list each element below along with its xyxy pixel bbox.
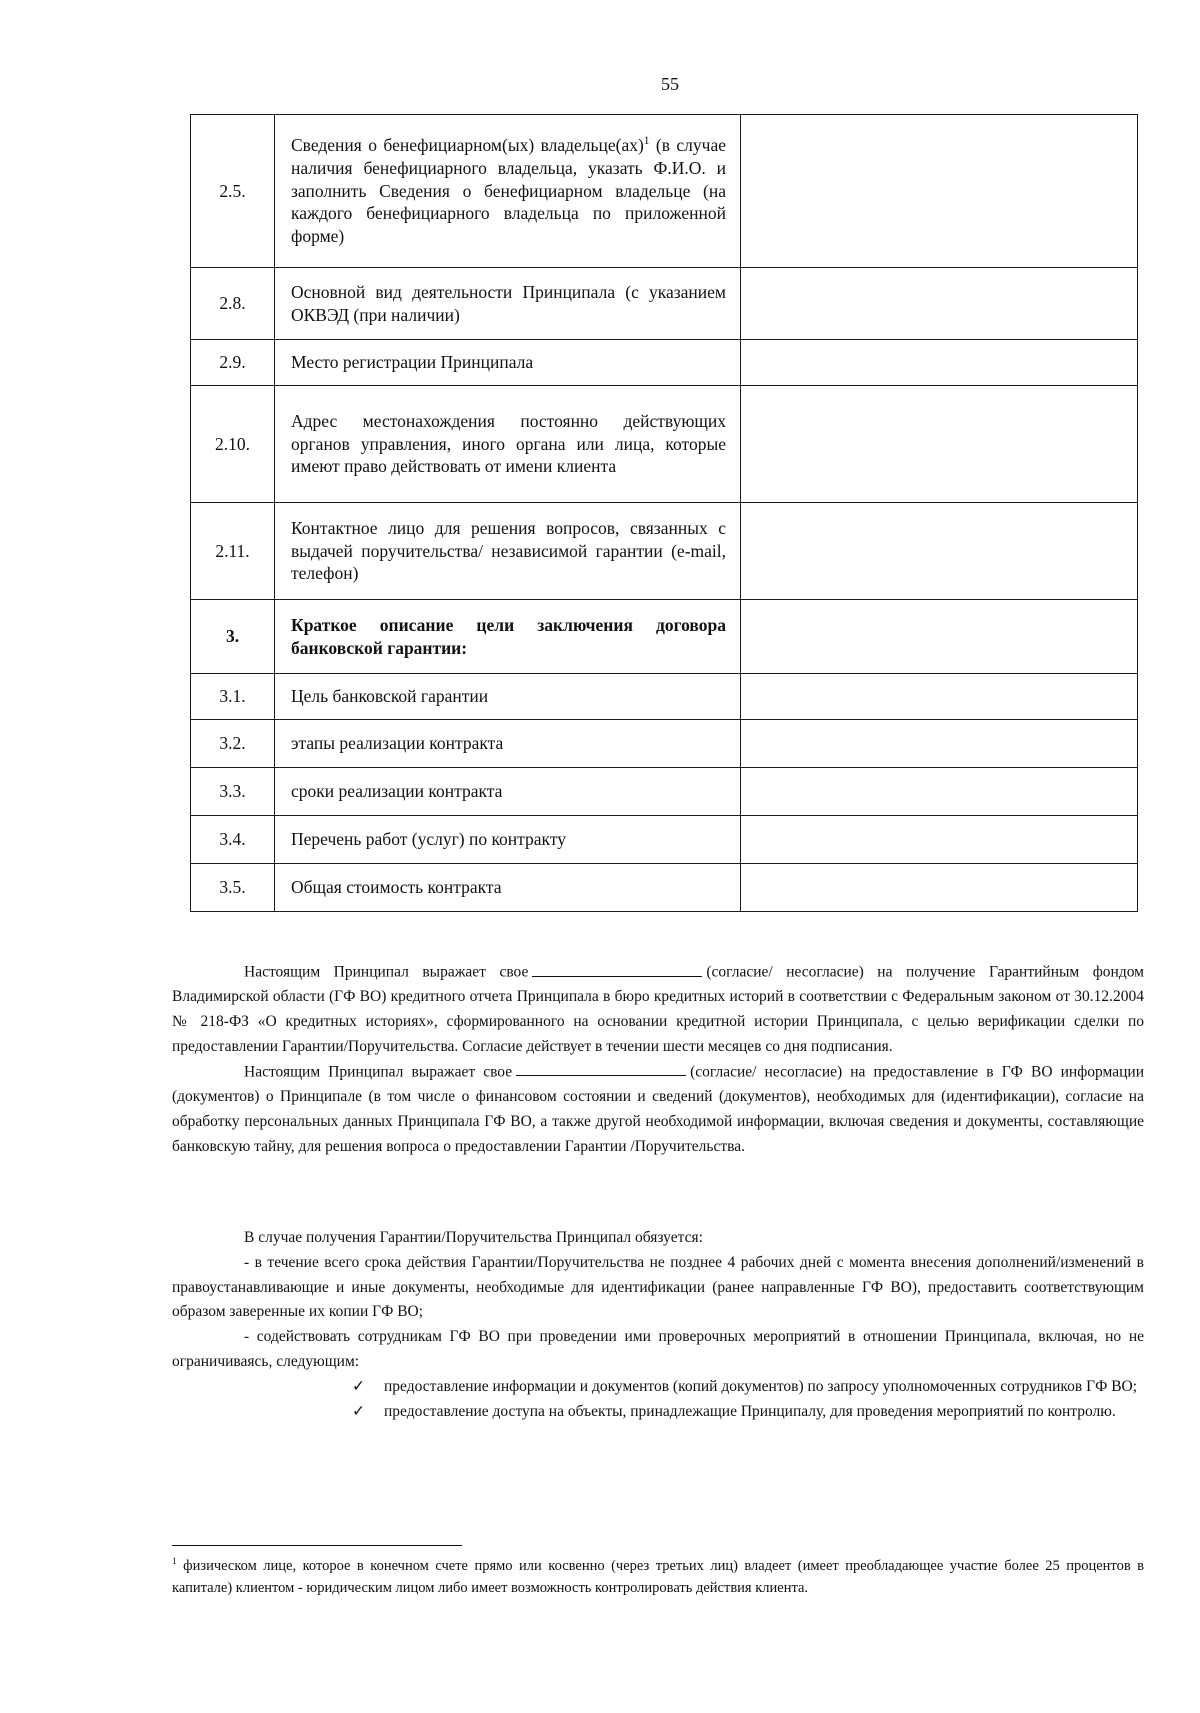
row-description: Основной вид деятельности Принципала (с указанием ОКВЭД (при наличии) [275, 268, 741, 340]
row-number: 3.5. [191, 864, 275, 912]
value-cell[interactable] [741, 503, 1138, 600]
consent-credit-report: Настоящим Принципал выражает свое (согласие/ несогласие) на получение Гарантийным фондом Владимирской области (ГФ ВО) кредитного отчета Принципала в бюро кредитных историй в соответствии с Федеральным законом от 30.12.2004 № 218-ФЗ «О кредитных историях», сформированного на основании кредитной истории Принципала, с целью верификации сделки по предоставлении Гарантии/Поручительства. Согласие действует в течении шести месяцев со дня подписания. [172, 960, 1144, 1060]
row-number: 2.8. [191, 268, 275, 340]
table-row [191, 503, 1138, 600]
value-cell[interactable] [741, 386, 1138, 503]
consent-information: Настоящим Принципал выражает свое (согласие/ несогласие) на предоставление в ГФ ВО информации (документов) о Принципале (в том числе о финансовом состоянии и сведений (документов), необходимых для (идентификации), согласие на обработку персональных данных Принципала ГФ ВО, а также другой необходимой информации, включая сведения и документы, составляющие банковскую тайну, для решения вопроса о предоставлении Гарантии /Поручительства. [172, 1060, 1144, 1160]
checkmark-icon: ✓ [352, 1402, 365, 1420]
value-cell[interactable] [741, 674, 1138, 720]
row-number: 3. [191, 600, 275, 674]
footnote [172, 1555, 1144, 1600]
value-cell[interactable] [741, 816, 1138, 864]
row-description: Место регистрации Принципала [275, 340, 741, 386]
row-description: Цель банковской гарантии [275, 674, 741, 720]
page-number: 55 [661, 74, 679, 94]
row-description: Общая стоимость контракта [275, 864, 741, 912]
obligation-item: - содействовать сотрудникам ГФ ВО при проведении ими проверочных мероприятий в отношении Принципала, включая, но не ограничиваясь, следующим: [172, 1328, 1144, 1370]
value-cell[interactable] [741, 115, 1138, 268]
row-number: 3.1. [191, 674, 275, 720]
table-row [191, 600, 1138, 674]
footnote-divider [172, 1545, 462, 1546]
footnote-text: физическом лице, которое в конечном счете прямо или косвенно (через третьих лиц) владеет (имеет преобладающее участие более 25 процентов в капитале) клиентом - юридическим лицом либо имеет возможность контролировать действия клиента. [172, 1558, 1144, 1597]
row-number: 2.9. [191, 340, 275, 386]
table-row [191, 720, 1138, 768]
footnote-mark: 1 [172, 1557, 177, 1568]
row-number: 2.5. [191, 115, 275, 268]
row-number: 3.4. [191, 816, 275, 864]
check-item: ✓ предоставление информации и документов (копий документов) по запросу уполномоченных сотрудников ГФ ВО; [172, 1375, 1144, 1400]
row-number: 2.10. [191, 386, 275, 503]
value-cell[interactable] [741, 720, 1138, 768]
checkmark-icon: ✓ [352, 1377, 365, 1395]
row-description: Контактное лицо для решения вопросов, связанных с выдачей поручительства/ независимой гарантии (e-mail, телефон) [275, 503, 741, 600]
consent-blank-field[interactable] [516, 1060, 686, 1077]
consent-blank-field[interactable] [532, 960, 702, 977]
value-cell[interactable] [741, 340, 1138, 386]
obligation-item: - в течение всего срока действия Гарантии/Поручительства не позднее 4 рабочих дней с момента внесения дополнений/изменений в правоустанавливающие и иные документы, необходимые для идентификации (ранее направленные ГФ ВО), предоставить соответствующим образом заверенные их копии ГФ ВО; [172, 1253, 1144, 1321]
obligations-intro: В случае получения Гарантии/Поручительства Принципал обязуется: [244, 1229, 703, 1246]
table-row [191, 816, 1138, 864]
value-cell[interactable] [741, 600, 1138, 674]
obligations-section [172, 1226, 1144, 1424]
value-cell[interactable] [741, 768, 1138, 816]
footnote-ref: 1 [643, 135, 650, 148]
table-row [191, 674, 1138, 720]
row-description: Сведения о бенефициарном(ых) владельце(ах)$^1$ (в случае наличия бенефициарного владельца, указать Ф.И.О. и заполнить Сведения о бенефициарном владельце (на каждого бенефициарного владельца по приложенной форме) [275, 115, 741, 268]
row-description: сроки реализации контракта [275, 768, 741, 816]
questionnaire-table [190, 114, 1138, 912]
check-item: ✓ предоставление доступа на объекты, принадлежащие Принципалу, для проведения мероприятий по контролю. [172, 1400, 1144, 1425]
row-number: 3.3. [191, 768, 275, 816]
value-cell[interactable] [741, 864, 1138, 912]
table-row [191, 340, 1138, 386]
table-row [191, 386, 1138, 503]
table-row [191, 268, 1138, 340]
table-row [191, 864, 1138, 912]
row-number: 3.2. [191, 720, 275, 768]
value-cell[interactable] [741, 268, 1138, 340]
row-description: Краткое описание цели заключения договора банковской гарантии: [275, 600, 741, 674]
row-description: Адрес местонахождения постоянно действующих органов управления, иного органа или лица, которые имеют право действовать от имени клиента [275, 386, 741, 503]
table-row [191, 768, 1138, 816]
table-row [191, 115, 1138, 268]
row-description: Перечень работ (услуг) по контракту [275, 816, 741, 864]
row-number: 2.11. [191, 503, 275, 600]
row-description: этапы реализации контракта [275, 720, 741, 768]
consent-section [172, 960, 1144, 1159]
